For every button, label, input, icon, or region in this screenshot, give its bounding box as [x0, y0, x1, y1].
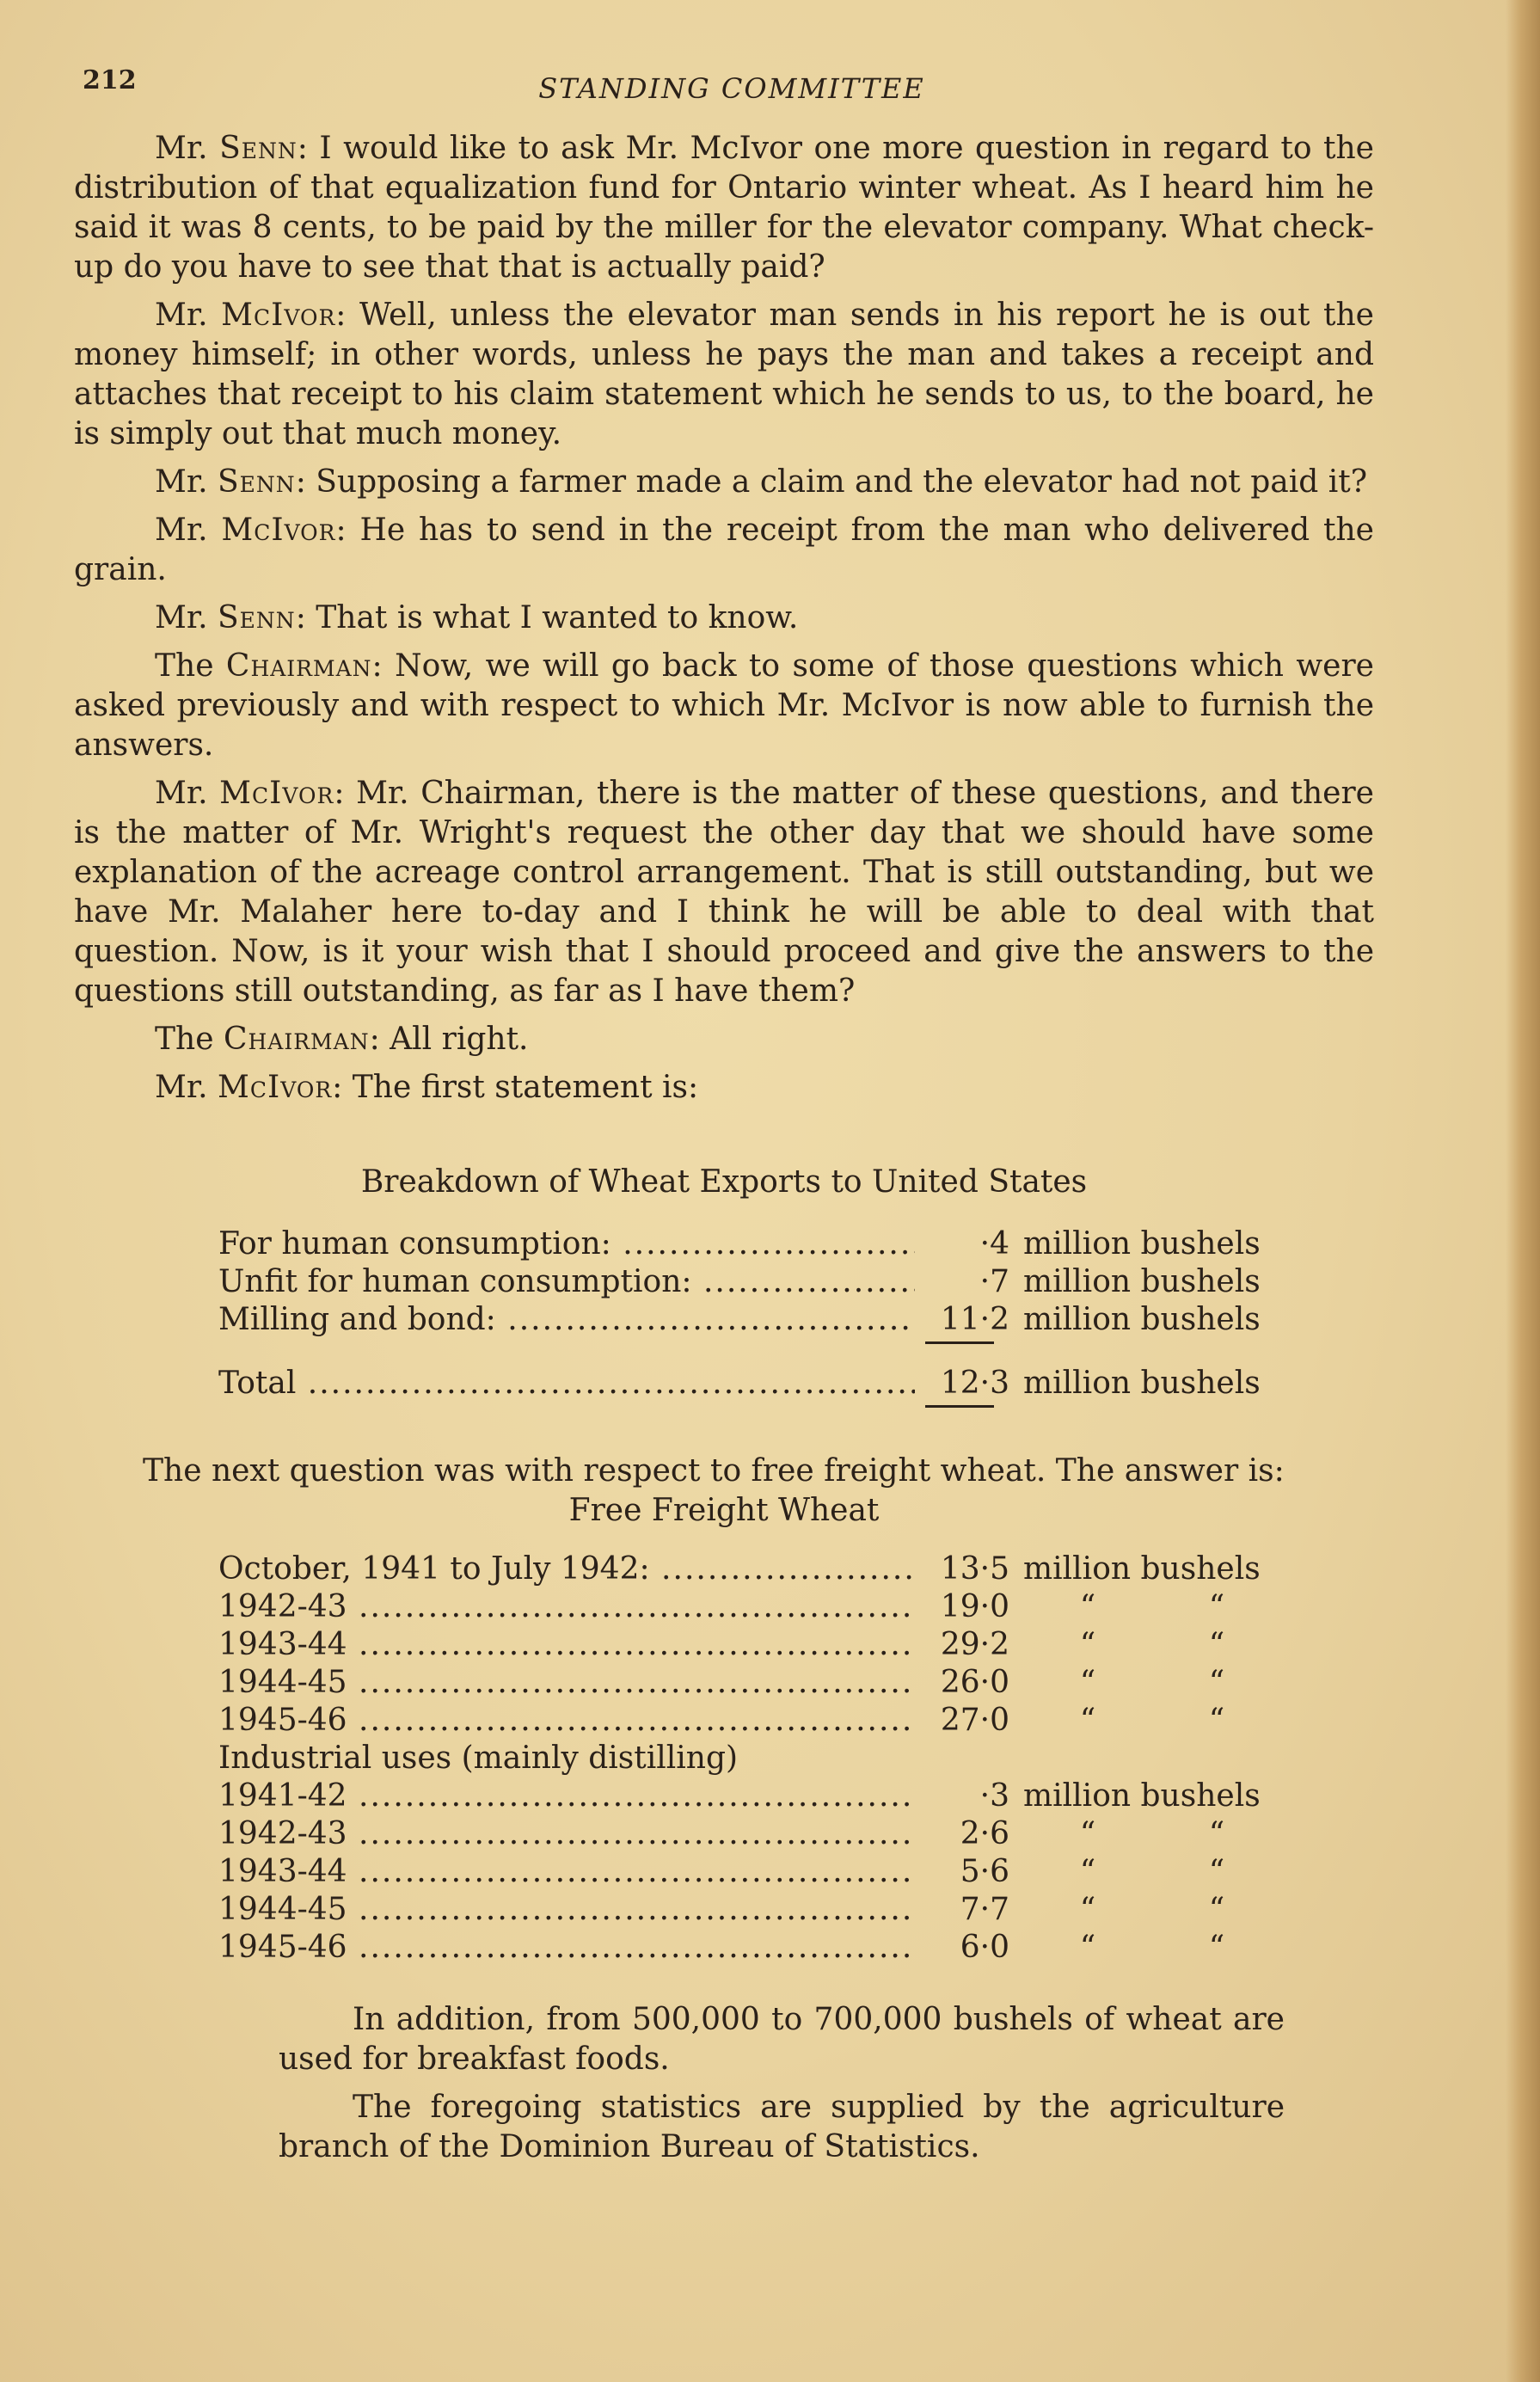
row-value: 13·5	[940, 1551, 1009, 1587]
row-value: 19·0	[940, 1589, 1009, 1624]
exports-table	[218, 1225, 1302, 1412]
speaker-name: Senn	[218, 600, 296, 635]
table-row	[218, 1300, 1302, 1338]
dialogue-paragraph: Mr. McIvor: Mr. Chairman, there is the matter of these questions, and there is the matter of Mr. Wright's request the other day that we should have some explanation of the acreage control arrangement. That is still outstanding, but we have Mr. Malaher here to-day and I think he will be able to deal with that question. Now, is it your wish that I should proceed and give the answers to the questions still outstanding, as far as I have them?	[74, 776, 1374, 1009]
speaker-name: McIvor	[221, 298, 336, 333]
speaker-name: McIvor	[219, 776, 334, 811]
row-label: 1944-45 .....	[218, 1665, 915, 1700]
dialogue-paragraph: Mr. McIvor: Well, unless the elevator man sends in his report he is out the money himself; in other words, unless he pays the man and takes a receipt and attaches that receipt to his claim statement which he sends to us, to the board, he is simply out that much money.	[74, 298, 1374, 451]
dialogue-paragraph: The Chairman: All right.	[155, 1022, 529, 1057]
ditto-mark: “	[1079, 1892, 1096, 1927]
ditto-mark: “	[1079, 1665, 1096, 1700]
dialogue-paragraph: The Chairman: Now, we will go back to some of those questions which were asked previously and with respect to which Mr. McIvor is now able to furnish the answers.	[74, 648, 1374, 763]
table-row	[218, 1262, 1302, 1300]
row-unit: million bushels	[1023, 1226, 1261, 1262]
page-body	[74, 129, 1374, 2176]
ditto-mark: “	[1079, 1627, 1096, 1662]
page-edge-shadow	[1506, 0, 1540, 2382]
table-row	[218, 1225, 1302, 1262]
table-row	[218, 1890, 1302, 1928]
row-label: Unfit for human consumption: .....	[218, 1264, 915, 1299]
row-value: ·4	[979, 1226, 1009, 1262]
dialogue-paragraph: Mr. Senn: I would like to ask Mr. McIvor one more question in regard to the distribution of that equalization fund for Ontario winter wheat. As I heard him he said it was 8 cents, to be paid by the miller for the elevator company. What check-up do you have to see that that is actually paid?	[74, 131, 1374, 285]
page-header	[83, 60, 1381, 112]
freight-table-title: Free Freight Wheat	[568, 1493, 880, 1528]
table-row	[218, 1550, 1302, 1587]
row-value: 11·2	[940, 1302, 1009, 1337]
freight-table	[218, 1550, 1302, 1966]
row-label: 1945-46 .....	[218, 1703, 915, 1738]
ditto-mark: “	[1208, 1665, 1225, 1700]
ditto-mark: “	[1079, 1816, 1096, 1851]
row-unit: million bushels	[1023, 1778, 1261, 1814]
row-value: 27·0	[940, 1703, 1009, 1738]
dialogue-paragraph: Mr. Senn: Supposing a farmer made a claim and the elevator had not paid it?	[155, 464, 1368, 500]
table-row	[218, 1701, 1302, 1739]
ditto-mark: “	[1079, 1703, 1096, 1738]
row-label: 1944-45 .....	[218, 1892, 915, 1927]
ditto-mark: “	[1208, 1892, 1225, 1927]
table-row	[218, 1928, 1302, 1966]
row-label: 1943-44 .....	[218, 1627, 915, 1662]
table-row	[218, 1625, 1302, 1663]
ditto-mark: “	[1079, 1930, 1096, 1965]
ditto-mark: “	[1208, 1627, 1225, 1662]
table-row	[218, 1777, 1302, 1814]
speaker-name: McIvor	[218, 1070, 333, 1105]
table-row	[218, 1663, 1302, 1701]
row-label: October, 1941 to July 1942: .....	[218, 1551, 915, 1587]
table-row	[218, 1852, 1302, 1890]
dialogue-paragraph: Mr. McIvor: He has to send in the receipt from the man who delivered the grain.	[74, 513, 1374, 587]
ditto-mark: “	[1208, 1816, 1225, 1851]
row-value: 5·6	[960, 1854, 1009, 1889]
row-label: 1942-43 .....	[218, 1589, 915, 1624]
row-unit: million bushels	[1023, 1551, 1261, 1587]
row-value: 29·2	[940, 1627, 1009, 1662]
speaker-name: Senn	[219, 131, 298, 166]
row-unit: million bushels	[1023, 1264, 1261, 1299]
speaker-name: Senn	[218, 464, 296, 500]
speaker-name: Chairman	[225, 648, 372, 684]
ditto-mark: “	[1208, 1703, 1225, 1738]
freight-intro: The next question was with respect to free freight wheat. The answer is:	[143, 1453, 1285, 1489]
row-label: For human consumption: .....	[218, 1226, 915, 1262]
ditto-mark: “	[1208, 1854, 1225, 1889]
row-value: 7·7	[960, 1892, 1009, 1927]
row-value: 26·0	[940, 1665, 1009, 1700]
dialogue-paragraph: Mr. McIvor: The first statement is:	[155, 1070, 699, 1105]
row-value: 6·0	[960, 1930, 1009, 1965]
ditto-mark: “	[1079, 1854, 1096, 1889]
ditto-mark: “	[1079, 1589, 1096, 1624]
dialogue-paragraph: Mr. Senn: That is what I wanted to know.	[155, 600, 799, 635]
industrial-heading: Industrial uses (mainly distilling)	[218, 1740, 739, 1776]
row-value: 2·6	[960, 1816, 1009, 1851]
footnote-paragraph: The foregoing statistics are supplied by the agriculture branch of the Dominion Bureau of Statistics.	[279, 2090, 1285, 2164]
table-row	[218, 1814, 1302, 1852]
footnotes	[279, 2000, 1285, 2167]
row-label: 1945-46 .....	[218, 1930, 915, 1965]
total-value: 12·3	[940, 1366, 1009, 1401]
total-label: Total .....	[218, 1366, 915, 1401]
row-unit: million bushels	[1023, 1302, 1261, 1337]
ditto-mark: “	[1208, 1930, 1225, 1965]
exports-table-title: Breakdown of Wheat Exports to United States	[360, 1164, 1088, 1200]
row-label: 1943-44 .....	[218, 1854, 915, 1889]
speaker-name: Chairman	[223, 1022, 370, 1057]
ditto-mark: “	[1208, 1589, 1225, 1624]
total-unit: million bushels	[1023, 1366, 1261, 1401]
row-value: ·3	[979, 1778, 1009, 1814]
table-row	[218, 1587, 1302, 1625]
running-head: STANDING COMMITTEE	[538, 72, 925, 105]
row-value: ·7	[979, 1264, 1009, 1299]
footnote-paragraph: In addition, from 500,000 to 700,000 bushels of wheat are used for breakfast foods.	[279, 2002, 1285, 2077]
row-label: 1942-43 .....	[218, 1816, 915, 1851]
industrial-heading-row	[218, 1739, 1302, 1777]
speaker-name: McIvor	[221, 513, 336, 548]
row-label: 1941-42 .....	[218, 1778, 915, 1814]
page-number: 212	[83, 65, 137, 95]
row-label: Milling and bond: .....	[218, 1302, 915, 1337]
total-row	[218, 1364, 1302, 1402]
